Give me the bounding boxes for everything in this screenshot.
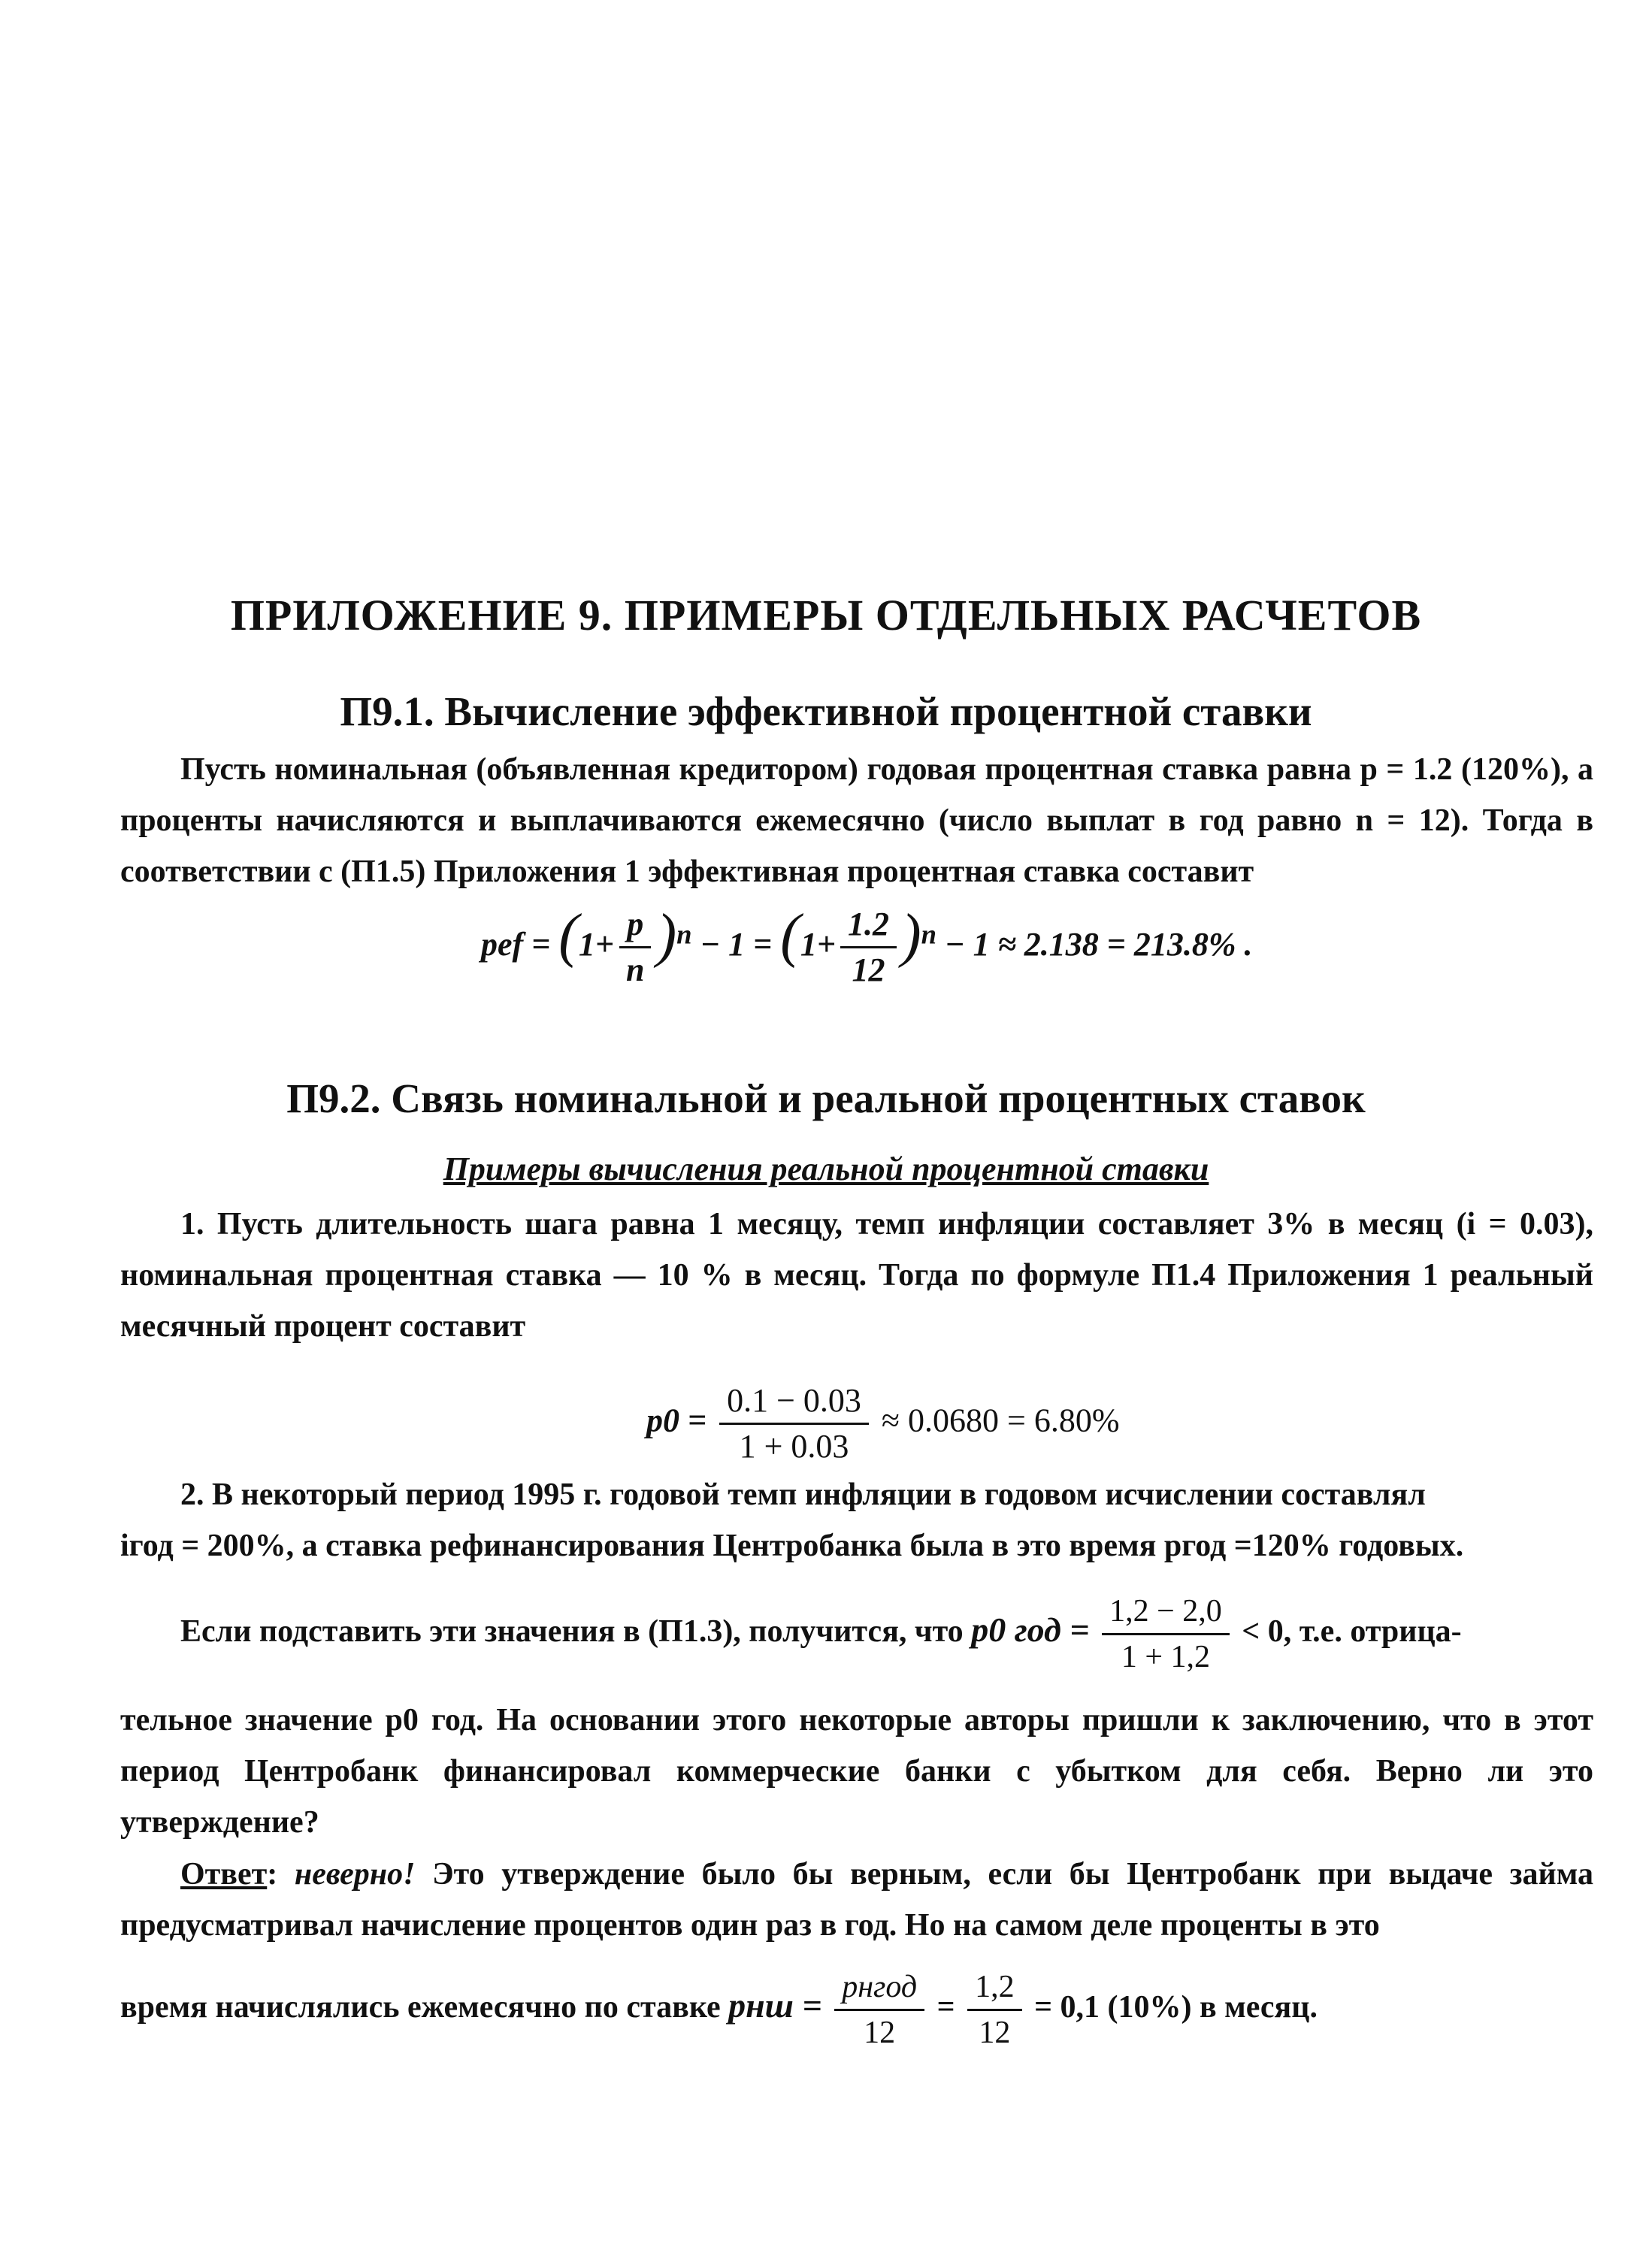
exponent-n: n [676,918,692,950]
fraction-num-real: 0.1 − 0.03 [719,1379,869,1425]
paren-open-2: ( [780,903,800,969]
line-before: Если подставить эти значения в (П1.3), получится, что [180,1614,964,1650]
last-line-eq: = [936,1990,955,2025]
answer-text-line [120,1849,1593,1951]
example-2-conclusion [120,1695,1593,1848]
fraction-1-2-12 [967,1965,1022,2055]
fraction-den-monthly: 12 [864,2016,896,2050]
section-heading-9-1: П9.1. Вычисление эффективной процентной ставки [340,688,1312,734]
fraction-den-2: 12 [852,951,885,989]
last-line-after: = 0,1 (10%) в месяц. [1034,1990,1318,2025]
formula-result: − 1 ≈ 2.138 = 213.8% . [944,926,1253,963]
fraction-den-real: 1 + 0.03 [739,1428,849,1465]
paren-open: ( [558,903,579,969]
example-2 [120,1469,1593,1571]
fraction-monthly [834,1965,924,2055]
fraction-p-over-n [619,903,652,992]
fraction-num-2: 1.2 [840,903,897,948]
example-2-formula-line [120,1589,1593,1679]
answer-text: Это утверждение было бы верным, если бы Центробанк при выдаче займа предусматривал начисление процентов один раз в год. Но на самом деле проценты в это [120,1857,1594,1943]
minus-one: − 1 = [700,926,773,963]
fraction-den: n [625,951,645,989]
formula-lhs-p0: p0 = [646,1402,707,1439]
example-2-text-a: 2. В некоторый период 1995 г. годовой темп инфляции в годовом исчислении составлял [180,1477,1426,1512]
answer-label: Ответ [180,1857,268,1892]
last-line [120,1965,1593,2055]
fraction-den-12: 12 [979,2016,1011,2050]
formula-effective-rate [481,902,1253,992]
paragraph-text: Пусть номинальная (объявленная кредитором) годовая процентная ставка равна p = 1.2 (120%), а проценты начисляются и выплачиваются ежемесячно (число выплат в год равно n = 12). Тогда в соответствии с (П1.5) Приложения 1 эффективная процентная ставка составит [120,752,1593,889]
last-line-lhs: pнш = [728,1986,822,2025]
section-heading-9-2: П9.2. Связь номинальной и реальной процентных ставок [286,1075,1366,1121]
term2-one: 1+ [800,926,836,963]
fraction-num-monthly: pнгод [834,1965,924,2011]
answer-paragraph [120,1849,1593,1951]
paragraph-effective-rate [120,744,1593,897]
example-2-text-b: iгод = 200%, а ставка рефинансирования Центробанка была в это время pгод =120% годовых. [120,1529,1464,1563]
paren-close: ) [656,903,677,969]
answer-verdict: неверно! [294,1857,416,1892]
example-2-text-c: тельное значение p0 год. На основании этого некоторые авторы пришли к заключению, что в этот период Центробанк финансировал коммерческие банки с убытком для себя. Верно ли это утверждение? [120,1703,1593,1840]
fraction-real-rate [719,1379,869,1468]
example-1-text: 1. Пусть длительность шага равна 1 месяцу, темп инфляции составляет 3% в месяц (i = 0.03), номинальная процентная ставка — 10 % в месяц. Тогда по формуле П1.4 Приложения 1 реальный месячный процент составит [120,1207,1593,1344]
formula-eq: = [531,926,551,963]
fraction-year [1102,1589,1230,1679]
last-line-before: время начислялись ежемесячно по ставке [120,1990,721,2025]
exponent-n-2: n [921,918,936,950]
page-title: ПРИЛОЖЕНИЕ 9. ПРИМЕРЫ ОТДЕЛЬНЫХ РАСЧЕТОВ [230,591,1422,640]
fraction-num-year: 1,2 − 2,0 [1102,1589,1230,1635]
term1-one: 1+ [578,926,614,963]
fraction-1-2-over-12 [840,903,897,992]
example-1 [120,1199,1593,1352]
subheading-examples: Примеры вычисления реальной процентной ставки [443,1151,1209,1187]
fraction-num: p [619,903,651,948]
formula-lhs: pef [481,926,524,963]
fraction-den-year: 1 + 1,2 [1121,1640,1211,1674]
formula-real-rate [646,1379,1120,1468]
fraction-num-12: 1,2 [967,1965,1022,2011]
formula-rhs-real: ≈ 0.0680 = 6.80% [881,1402,1120,1439]
line-lhs: p0 год = [971,1610,1090,1650]
paren-close-2: ) [900,903,921,969]
answer-colon: : [267,1857,278,1892]
line-after: < 0, т.е. отрица- [1242,1614,1462,1650]
